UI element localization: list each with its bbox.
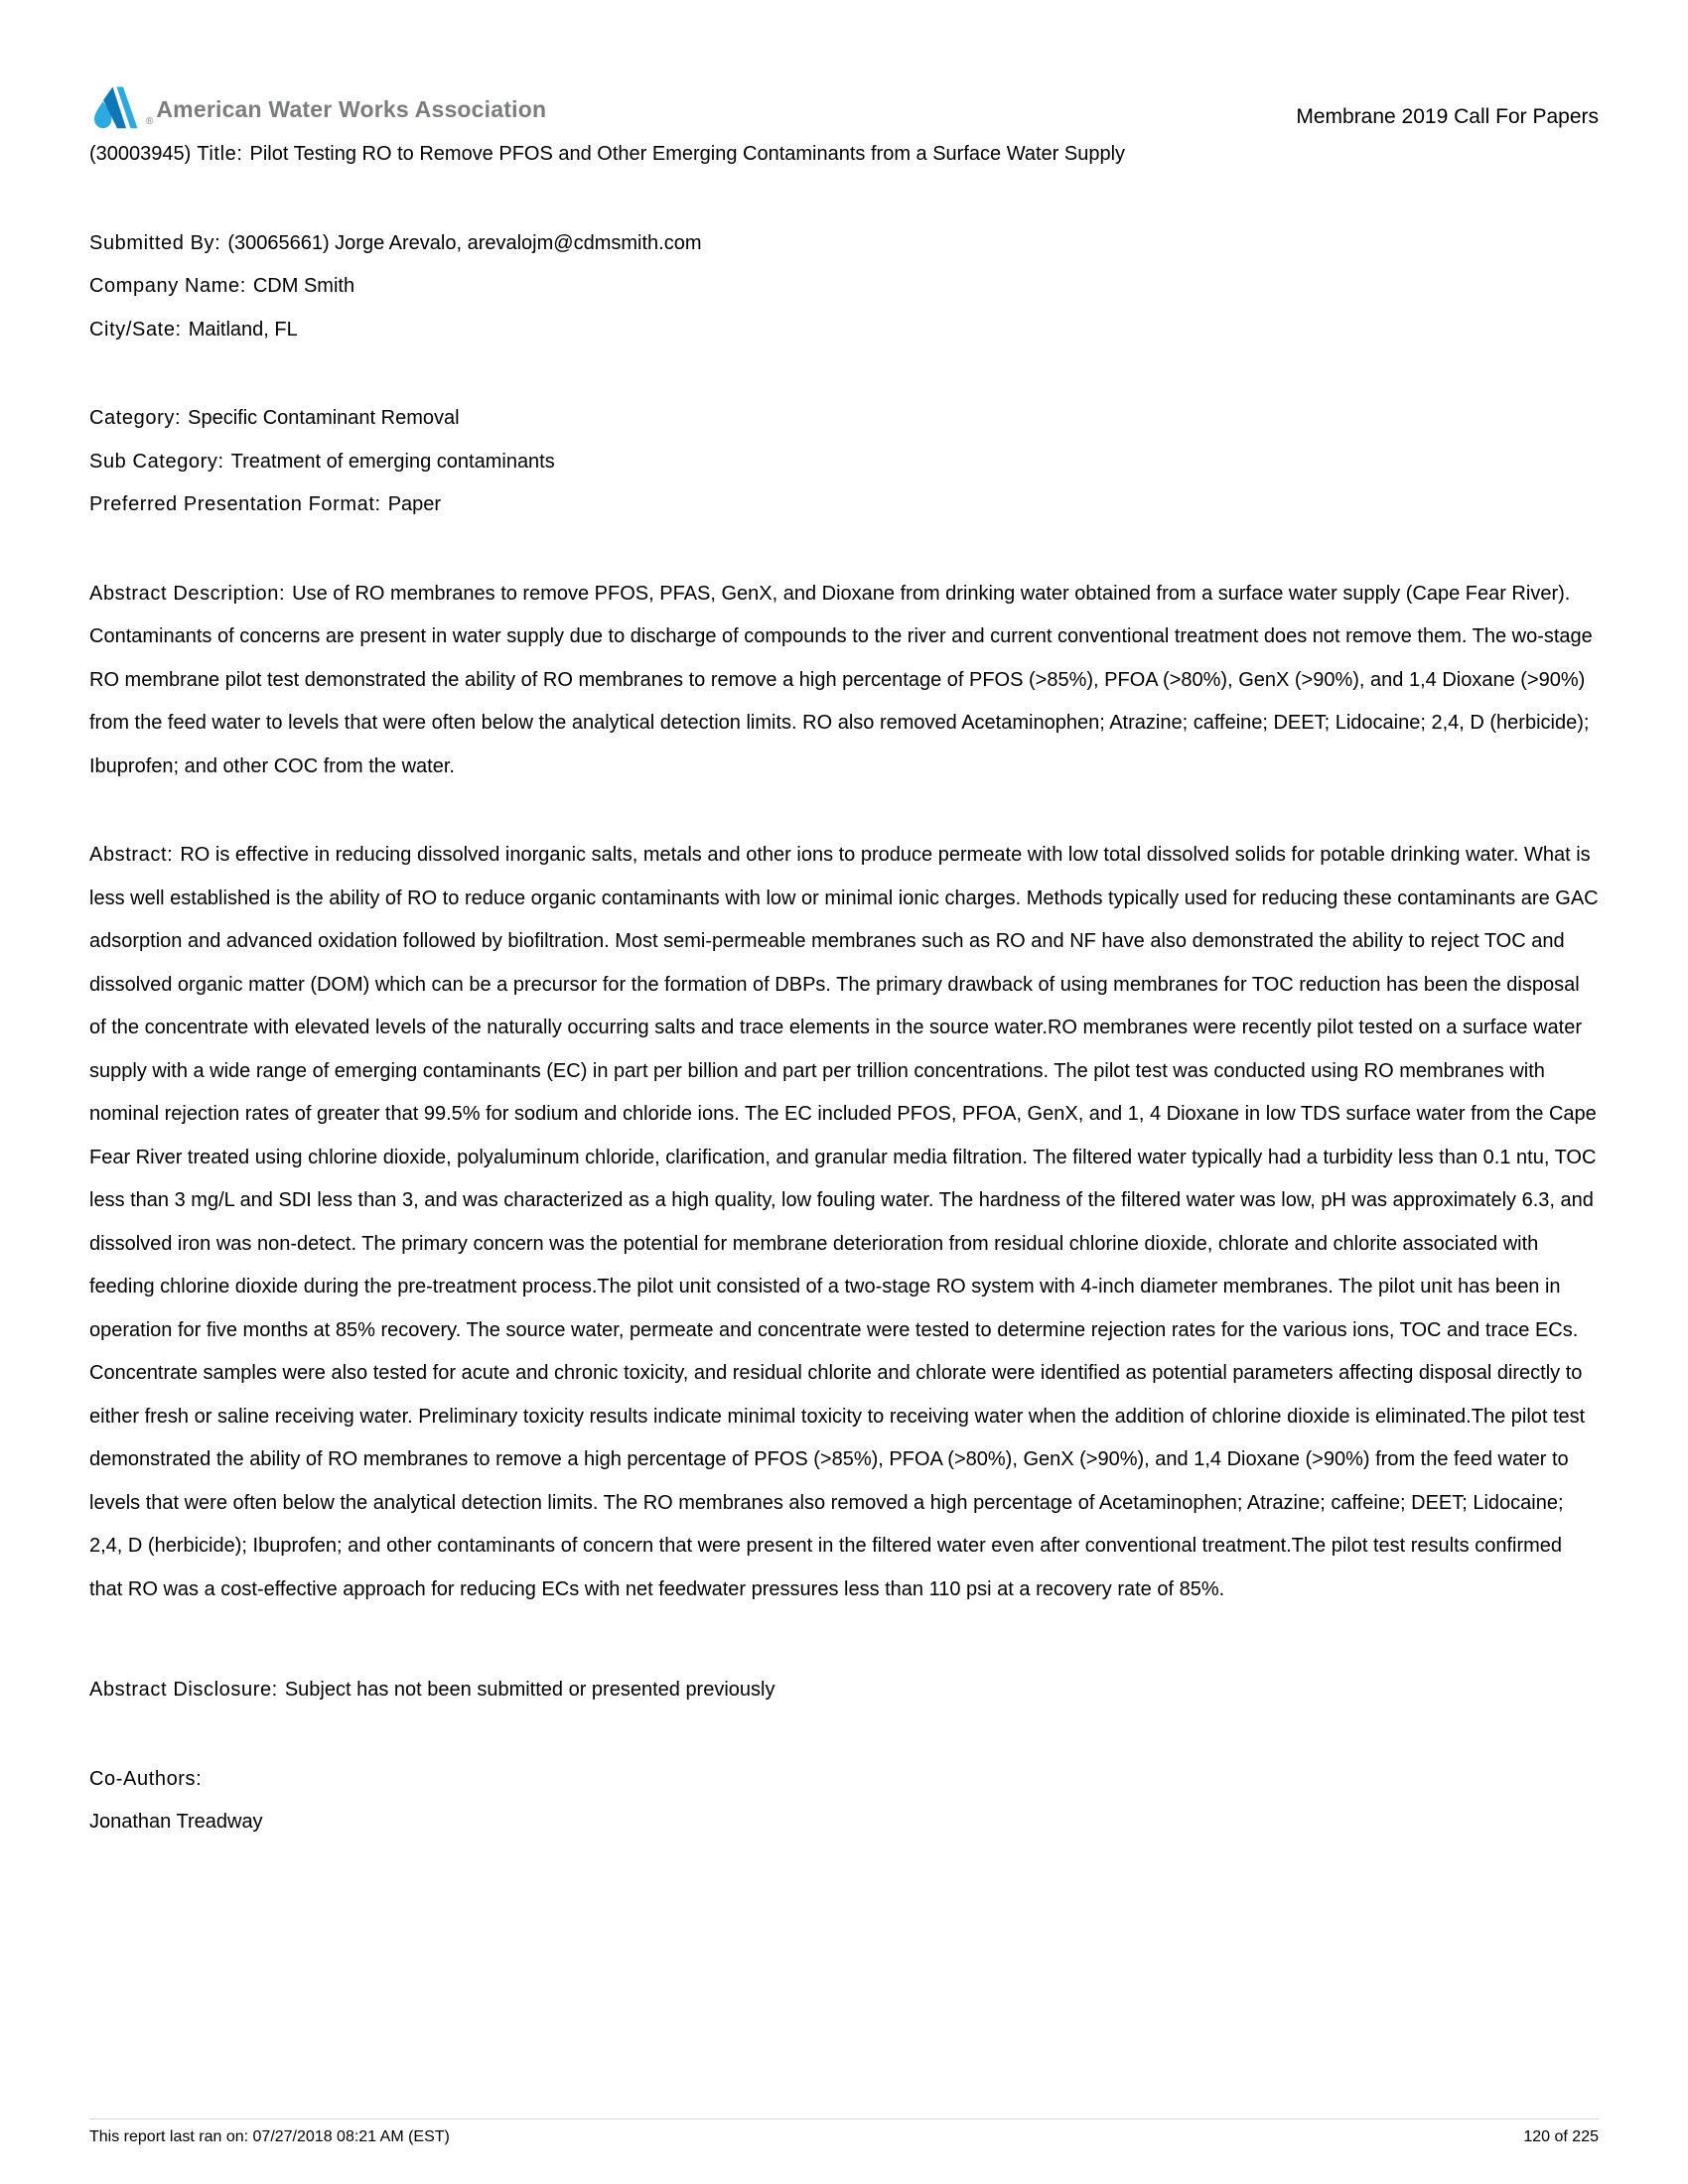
submission-title-line [89, 133, 1599, 177]
footer-last-run: This report last ran on: 07/27/2018 08:21 AM (EST) [89, 2128, 450, 2145]
submitter-info-block [89, 222, 1599, 352]
category-label: Category: [89, 407, 182, 429]
co-authors-block [89, 1758, 1599, 1844]
sub-category-value: Treatment of emerging contaminants [230, 450, 555, 473]
abstract-description-label: Abstract Description: [89, 582, 286, 605]
city-label: City/Sate: [89, 318, 182, 341]
report-content [89, 133, 1599, 1844]
abstract-paragraph [89, 834, 1599, 1611]
format-label: Preferred Presentation Format: [89, 493, 381, 515]
company-label: Company Name: [89, 275, 246, 297]
city-value: Maitland, FL [188, 318, 298, 341]
category-value: Specific Contaminant Removal [188, 407, 460, 429]
abstract-description-text: Use of RO membranes to remove PFOS, PFAS, GenX, and Dioxane from drinking water obtained from a surface water supply (Cape Fear River). Contaminants of concerns are present in water supply due to discharge of compounds to the river and current conventional treatment does not remove them. The wo-stage RO membrane pilot test demonstrated the ability of RO membranes to remove a high percentage of PFOS (>85%), PFOA (>80%), GenX (>90%), and 1,4 Dioxane (>90%) from the feed water to levels that were often below the analytical detection limits. RO also removed Acetaminophen; Atrazine; caffeine; DEET; Lidocaine; 2,4, D (herbicide); Ibuprofen; and other COC from the water. [89, 582, 1593, 777]
report-title: Membrane 2019 Call For Papers [1296, 105, 1599, 128]
registered-trademark: ® [146, 116, 154, 127]
title-label: Title: [197, 143, 243, 165]
abstract-block [89, 834, 1599, 1611]
submitted-by-value: (30065661) Jorge Arevalo, arevalojm@cdmsmith.com [227, 231, 702, 254]
format-value: Paper [387, 493, 442, 515]
awwa-logo [89, 85, 546, 133]
sub-category-line [89, 441, 1599, 484]
co-authors-label-line [89, 1758, 1599, 1802]
submission-id: (30003945) [89, 143, 192, 165]
abstract-description-paragraph [89, 573, 1599, 789]
disclosure-block [89, 1669, 1599, 1712]
city-line [89, 309, 1599, 352]
org-name: American Water Works Association [156, 95, 547, 122]
abstract-text: RO is effective in reducing dissolved inorganic salts, metals and other ions to produce permeate with low total dissolved solids for potable drinking water. What is less well established is the ability of RO to reduce organic contaminants with low or minimal ionic charges. Methods typically used for reducing these contaminants are GAC adsorption and advanced oxidation followed by biofiltration. Most semi-permeable membranes such as RO and NF have also demonstrated the ability to reject TOC and dissolved organic matter (DOM) which can be a precursor for the formation of DBPs. The primary drawback of using membranes for TOC reduction has been the disposal of the concentrate with elevated levels of the naturally occurring salts and trace elements in the source water.RO membranes were recently pilot tested on a surface water supply with a wide range of emerging contaminants (EC) in part per billion and part per trillion concentrations. The pilot test was conducted using RO membranes with nominal rejection rates of greater that 99.5% for sodium and chloride ions. The EC included PFOS, PFOA, GenX, and 1, 4 Dioxane in low TDS surface water from the Cape Fear River treated using chlorine dioxide, polyaluminum chloride, clarification, and granular media filtration. The filtered water typically had a turbidity less than 0.1 ntu, TOC less than 3 mg/L and SDI less than 3, and was characterized as a high quality, low fouling water. The hardness of the filtered water was low, pH was approximately 6.3, and dissolved iron was non-detect. The primary concern was the potential for membrane deterioration from residual chlorine dioxide, chlorate and chlorite associated with feeding chlorine dioxide during the pre-treatment process.The pilot unit consisted of a two-stage RO system with 4-inch diameter membranes. The pilot unit has been in operation for five months at 85% recovery. The source water, permeate and concentrate were tested to determine rejection rates for the various ions, TOC and trace ECs. Concentrate samples were also tested for acute and chronic toxicity, and residual chlorite and chlorate were identified as potential parameters affecting disposal directly to either fresh or saline receiving water. Preliminary toxicity results indicate minimal toxicity to receiving water when the addition of chlorine dioxide is eliminated.The pilot test demonstrated the ability of RO membranes to remove a high percentage of PFOS (>85%), PFOA (>80%), GenX (>90%), and 1,4 Dioxane (>90%) from the feed water to levels that were often below the analytical detection limits. The RO membranes also removed a high percentage of Acetaminophen; Atrazine; caffeine; DEET; Lidocaine; 2,4, D (herbicide); Ibuprofen; and other contaminants of concern that were present in the filtered water even after conventional treatment.The pilot test results confirmed that RO was a cost-effective approach for reducing ECs with net feedwater pressures less than 110 psi at a recovery rate of 85%. [89, 844, 1599, 1600]
abstract-label: Abstract: [89, 844, 174, 866]
company-line [89, 265, 1599, 309]
disclosure-line [89, 1669, 1599, 1712]
disclosure-label: Abstract Disclosure: [89, 1679, 278, 1701]
category-line [89, 397, 1599, 441]
footer-page-indicator: 120 of 225 [1523, 2128, 1599, 2145]
category-info-block [89, 397, 1599, 527]
format-line [89, 483, 1599, 527]
submitted-by-line [89, 222, 1599, 266]
abstract-description-block [89, 573, 1599, 789]
company-value: CDM Smith [252, 275, 355, 297]
sub-category-label: Sub Category: [89, 450, 224, 473]
submitted-by-label: Submitted By: [89, 231, 221, 254]
disclosure-text: Subject has not been submitted or presented previously [284, 1679, 775, 1701]
page-footer [89, 2118, 1599, 2146]
co-authors-label: Co-Authors: [89, 1767, 203, 1790]
submission-title: Pilot Testing RO to Remove PFOS and Other Emerging Contaminants from a Surface Water Supply [249, 143, 1126, 165]
page-header [89, 0, 1599, 133]
awwa-water-drop-icon [89, 85, 145, 133]
co-author-name: Jonathan Treadway [89, 1811, 263, 1833]
